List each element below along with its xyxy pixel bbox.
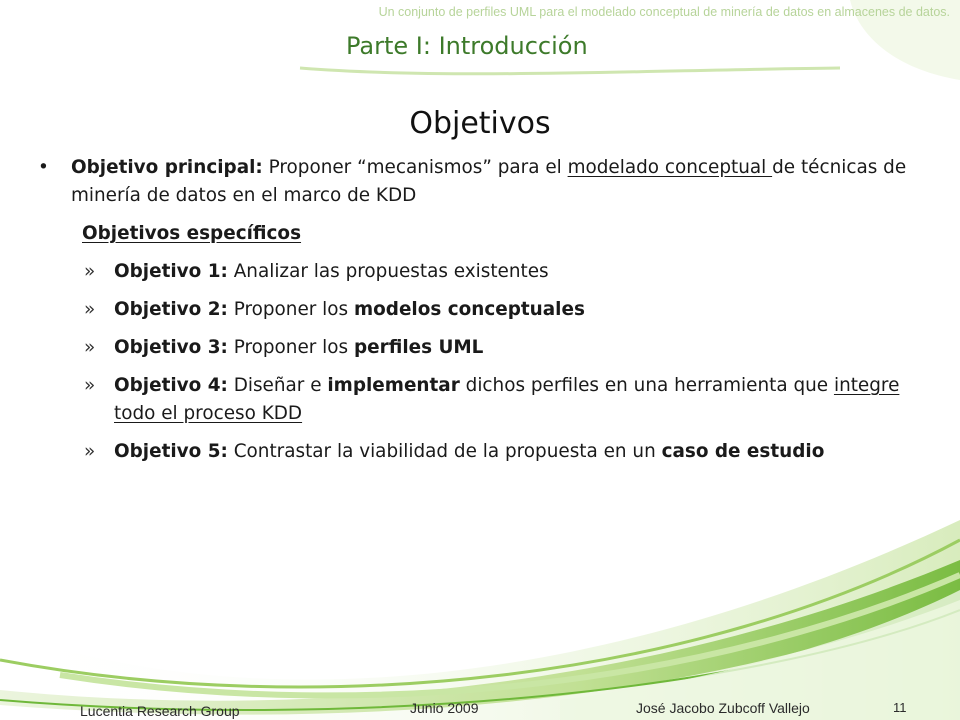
bullet-icon: • [38, 157, 49, 178]
objective-3 [84, 334, 923, 362]
objective-emphasis: modelos conceptuales [353, 299, 585, 320]
footer-date: Junio 2009 [410, 700, 479, 716]
main-objective-text: Proponer “mecanismos” para el [262, 157, 568, 178]
objective-text: Contrastar la viabilidad de la propuesta en un [227, 441, 662, 462]
objective-text-cont: dichos perfiles en una herramienta que [459, 375, 834, 396]
objective-label: Objetivo 2: [114, 299, 228, 320]
slide-title: Objetivos [409, 106, 551, 141]
chevron-icon: » [84, 337, 96, 358]
objective-label: Objetivo 5: [114, 441, 228, 462]
main-objective-label: Objetivo principal: [71, 157, 263, 178]
objective-emphasis: caso de estudio [661, 441, 825, 462]
footer-group: Lucentia Research Group [80, 703, 240, 719]
objective-4 [84, 372, 923, 428]
objective-1 [84, 258, 923, 286]
objective-2 [84, 296, 923, 324]
chevron-icon: » [84, 299, 96, 320]
objective-label: Objetivo 4: [114, 375, 228, 396]
specific-objectives-heading [82, 220, 923, 248]
objective-emphasis: implementar [327, 375, 460, 396]
objective-emphasis: perfiles UML [353, 337, 484, 358]
objective-text: Diseñar e [227, 375, 328, 396]
header-caption: Un conjunto de perfiles UML para el modelado conceptual de minería de datos en almacenes de datos. [378, 5, 950, 19]
section-title: Parte I: Introducción [346, 32, 588, 60]
specific-objectives-list [84, 258, 923, 466]
main-objective-underlined: modelado conceptual [567, 157, 773, 178]
slide-content [38, 154, 923, 466]
objective-5 [84, 438, 923, 466]
chevron-icon: » [84, 441, 96, 462]
objective-text: Proponer los [227, 337, 354, 358]
chevron-icon: » [84, 375, 96, 396]
objective-label: Objetivo 3: [114, 337, 228, 358]
objective-text: Proponer los [227, 299, 354, 320]
main-objective-text-end: de técnicas de minería de datos en el marco de KDD [71, 157, 907, 206]
objective-text: Analizar las propuestas existentes [227, 261, 549, 282]
main-objective [38, 154, 923, 210]
footer-author: José Jacobo Zubcoff Vallejo [636, 700, 810, 716]
specific-objectives-heading-text: Objetivos específicos [82, 223, 302, 244]
chevron-icon: » [84, 261, 96, 282]
page-number: 11 [893, 700, 907, 715]
objective-label: Objetivo 1: [114, 261, 228, 282]
objective-underlined: integre todo el proceso KDD [114, 375, 900, 424]
